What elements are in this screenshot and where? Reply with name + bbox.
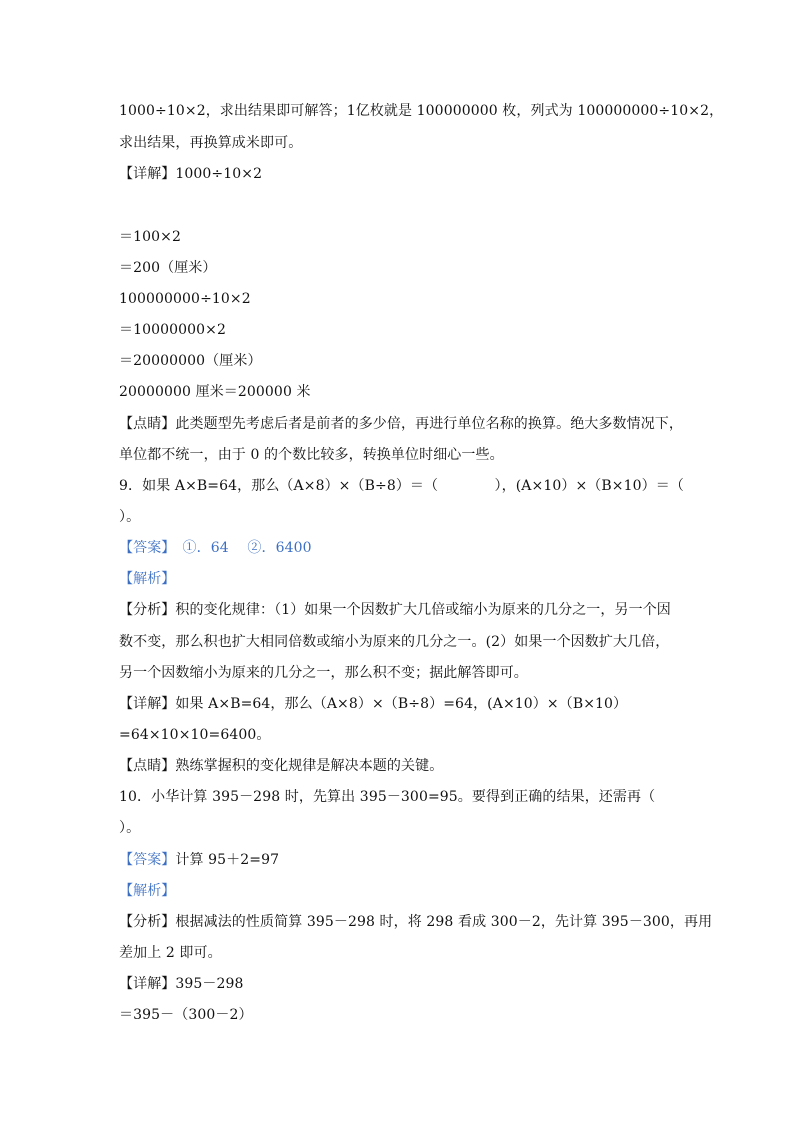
question-10: 10．小华计算 395－298 时，先算出 395－300=95。要得到正确的结果，还需再（ [119,789,656,805]
text-line: 求出结果，再换算成米即可。 [119,135,303,151]
analysis-line: 数不变，那么积也扩大相同倍数或缩小为原来的几分之一。(2）如果一个因数扩大几倍， [119,634,670,650]
detail-line: 【详解】如果 A×B=64，那么（A×8）×（B÷8）=64，(A×10）×（B×10） [119,696,628,712]
comment-line: 单位都不统一，由于 0 的个数比较多，转换单位时细心一些。 [119,447,504,463]
analysis-line: 【分析】根据减法的性质简算 395－298 时，将 298 看成 300－2，先计算 395－300，再用 [119,914,713,930]
analysis-line: 另一个因数缩小为原来的几分之一，那么积不变；据此解答即可。 [119,665,528,681]
comment-line: 【点睛】熟练掌握积的变化规律是解决本题的关键。 [119,758,444,774]
answer-label: 【答案】 [119,852,176,868]
text-line: 1000÷10×2，求出结果即可解答；1亿枚就是 100000000 枚，列式为 100000000÷10×2， [119,103,724,119]
answer-line [119,850,279,870]
detail-line: =64×10×10=6400。 [119,727,271,743]
analysis-line: 【分析】积的变化规律：（1）如果一个因数扩大几倍或缩小为原来的几分之一，另一个因 [119,602,671,618]
detail-line: 【详解】395－298 [119,976,244,992]
answer-line: 【答案】 ①．64 ②．6400 [119,540,312,556]
equation-line: ＝100×2 [119,229,181,245]
equation-line: ＝20000000（厘米） [119,353,262,369]
equation-line: 20000000 厘米＝200000 米 [119,384,311,400]
equation-line: ＝395－（300－2） [119,1007,253,1023]
analysis-line: 差加上 2 即可。 [119,945,222,961]
equation-line: ＝200（厘米） [119,260,217,276]
detail-line: 【详解】1000÷10×2 [119,166,263,182]
comment-line: 【点睛】此类题型先考虑后者是前者的多少倍，再进行单位名称的换算。绝大多数情况下， [119,416,683,432]
analysis-heading: 【解析】 [119,883,176,899]
question-10-end: ）。 [119,820,141,836]
answer-text: 计算 95＋2=97 [175,852,280,868]
equation-line: 100000000÷10×2 [119,291,251,307]
equation-line: ＝10000000×2 [119,322,226,338]
question-9-end: ）。 [119,509,141,525]
analysis-heading: 【解析】 [119,571,176,587]
question-9: 9．如果 A×B=64，那么（A×8）×（B÷8）＝（ ），(A×10）×（B×10）＝（ [119,478,684,494]
